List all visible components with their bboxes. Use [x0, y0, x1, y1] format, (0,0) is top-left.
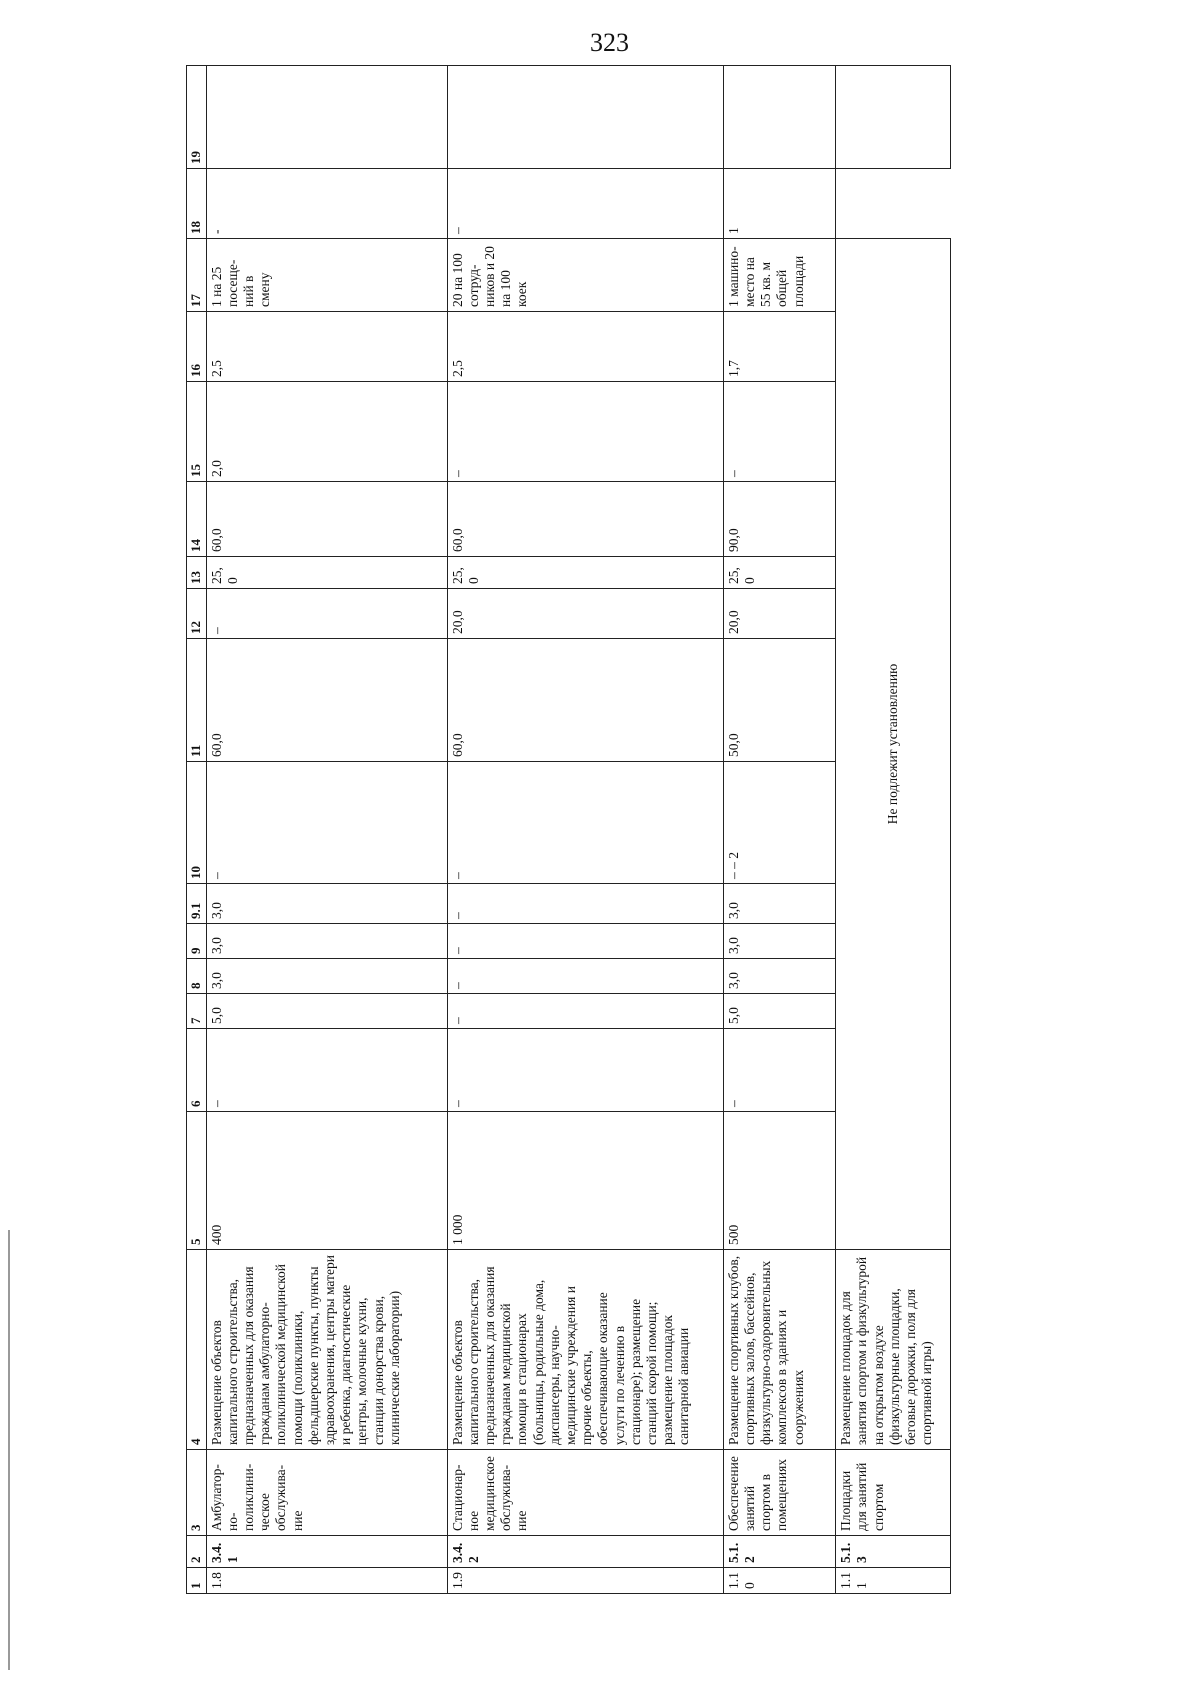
land-use-type: Амбулатор-но-поликлини-ческое обслужива-ние — [206, 1450, 447, 1536]
value-cell: 2,0 — [206, 382, 447, 482]
value-cell: 500 — [723, 1112, 836, 1250]
value-cell: – — [447, 762, 723, 884]
value-cell — [447, 66, 723, 169]
column-number: 3 — [187, 1450, 207, 1536]
value-cell: 60,0 — [206, 639, 447, 762]
land-use-description: Размещение объектов капитального строительства, предназначенных для оказания гражданам медицинской помощи в стационарах (больницы, родильные дома, диспансеры, научно-медицинские учреждения и прочие объекты, обеспечивающие оказание услуги по лечению в стационаре); размещение станций скорой помощи; размещение площадок санитарной авиации — [447, 1250, 723, 1450]
column-number: 2 — [187, 1536, 207, 1568]
value-cell: 20,0 — [723, 589, 836, 639]
value-cell: 20 на 100 сотруд-ников и 20 на 100 коек — [447, 239, 723, 312]
column-number: 1 — [187, 1568, 207, 1594]
land-use-description: Размещение спортивных клубов, спортивных залов, бассейнов, физкультурно-оздоровительных комплексов в зданиях и сооружениях — [723, 1250, 836, 1450]
column-number: 19 — [187, 66, 207, 169]
value-cell — [723, 66, 836, 169]
table-row — [836, 66, 951, 1594]
column-number: 7 — [187, 994, 207, 1029]
code-cell: 5.1.2 — [723, 1536, 836, 1568]
empty-cell — [836, 66, 951, 169]
value-cell: – — [447, 884, 723, 924]
value-cell: – – 2 — [723, 762, 836, 884]
value-cell: - — [206, 169, 447, 239]
value-cell — [206, 66, 447, 169]
land-use-description: Размещение площадок для занятия спортом и физкультурой на открытом воздухе (физкультурные площадки, беговые дорожки, поля для спортивной игры) — [836, 1250, 951, 1450]
row-number: 1.9 — [447, 1568, 723, 1594]
value-cell: 1 000 — [447, 1112, 723, 1250]
column-number: 11 — [187, 639, 207, 762]
value-cell: 60,0 — [206, 482, 447, 557]
value-cell: 60,0 — [447, 639, 723, 762]
merged-note-cell: Не подлежит установлению — [836, 239, 951, 1250]
column-number: 6 — [187, 1029, 207, 1112]
value-cell: 3,0 — [206, 959, 447, 994]
value-cell: 3,0 — [723, 924, 836, 959]
row-number: 1.8 — [206, 1568, 447, 1594]
value-cell: 25,0 — [206, 557, 447, 589]
value-cell: – — [447, 169, 723, 239]
value-cell: 20,0 — [447, 589, 723, 639]
value-cell: 400 — [206, 1112, 447, 1250]
value-cell: – — [206, 1029, 447, 1112]
value-cell: 2,5 — [447, 312, 723, 382]
value-cell: 5,0 — [206, 994, 447, 1029]
table-row — [447, 66, 723, 1594]
value-cell: – — [723, 382, 836, 482]
column-number: 14 — [187, 482, 207, 557]
column-number: 9 — [187, 924, 207, 959]
column-number: 10 — [187, 762, 207, 884]
column-number: 5 — [187, 1112, 207, 1250]
value-cell: 25,0 — [723, 557, 836, 589]
land-use-type: Стационар-ное медицинское обслужива-ние — [447, 1450, 723, 1536]
value-cell: 3,0 — [723, 884, 836, 924]
value-cell: 50,0 — [723, 639, 836, 762]
value-cell: 2,5 — [206, 312, 447, 382]
value-cell: 1,7 — [723, 312, 836, 382]
code-cell: 3.4.2 — [447, 1536, 723, 1568]
column-number: 17 — [187, 239, 207, 312]
column-number: 13 — [187, 557, 207, 589]
value-cell: 1 — [723, 169, 836, 239]
value-cell: – — [447, 382, 723, 482]
page-number: 323 — [590, 28, 629, 57]
code-cell: 5.1.3 — [836, 1536, 951, 1568]
row-number: 1.10 — [723, 1568, 836, 1594]
value-cell: – — [206, 589, 447, 639]
value-cell: 3,0 — [206, 884, 447, 924]
value-cell: – — [206, 762, 447, 884]
row-number: 1.11 — [836, 1568, 951, 1594]
land-use-description: Размещение объектов капитального строительства, предназначенных для оказания гражданам амбулаторно-поликлинической медицинской помощи (поликлиники, фельдшерские пункты, пункты здравоохранения, центры матери и ребенка, диагностические центры, молочные кухни, станции донорства крови, клинические лаборатории) — [206, 1250, 447, 1450]
table-row — [723, 66, 836, 1594]
value-cell: – — [447, 1029, 723, 1112]
land-use-type: Площадки для занятий спортом — [836, 1450, 951, 1536]
column-number: 12 — [187, 589, 207, 639]
land-use-type: Обеспечение занятий спортом в помещениях — [723, 1450, 836, 1536]
value-cell: 5,0 — [723, 994, 836, 1029]
value-cell: 25,0 — [447, 557, 723, 589]
rotated-table-sheet — [186, 112, 951, 1594]
column-number: 8 — [187, 959, 207, 994]
scan-edge-line — [8, 1230, 10, 1670]
value-cell: – — [723, 1029, 836, 1112]
value-cell: 3,0 — [723, 959, 836, 994]
value-cell: 90,0 — [723, 482, 836, 557]
value-cell: – — [447, 959, 723, 994]
value-cell: – — [447, 994, 723, 1029]
column-number: 16 — [187, 312, 207, 382]
empty-cell — [836, 169, 951, 239]
table-row — [206, 66, 447, 1594]
column-number: 15 — [187, 382, 207, 482]
column-number: 4 — [187, 1250, 207, 1450]
column-numbers-row — [187, 66, 207, 1594]
value-cell: – — [447, 924, 723, 959]
value-cell: 60,0 — [447, 482, 723, 557]
value-cell: 3,0 — [206, 924, 447, 959]
column-number: 18 — [187, 169, 207, 239]
column-number: 9.1 — [187, 884, 207, 924]
value-cell: 1 на 25 посеще-ний в смену — [206, 239, 447, 312]
code-cell: 3.4.1 — [206, 1536, 447, 1568]
regulations-table — [186, 65, 951, 1594]
value-cell: 1 машино-место на 55 кв. м общей площади — [723, 239, 836, 312]
